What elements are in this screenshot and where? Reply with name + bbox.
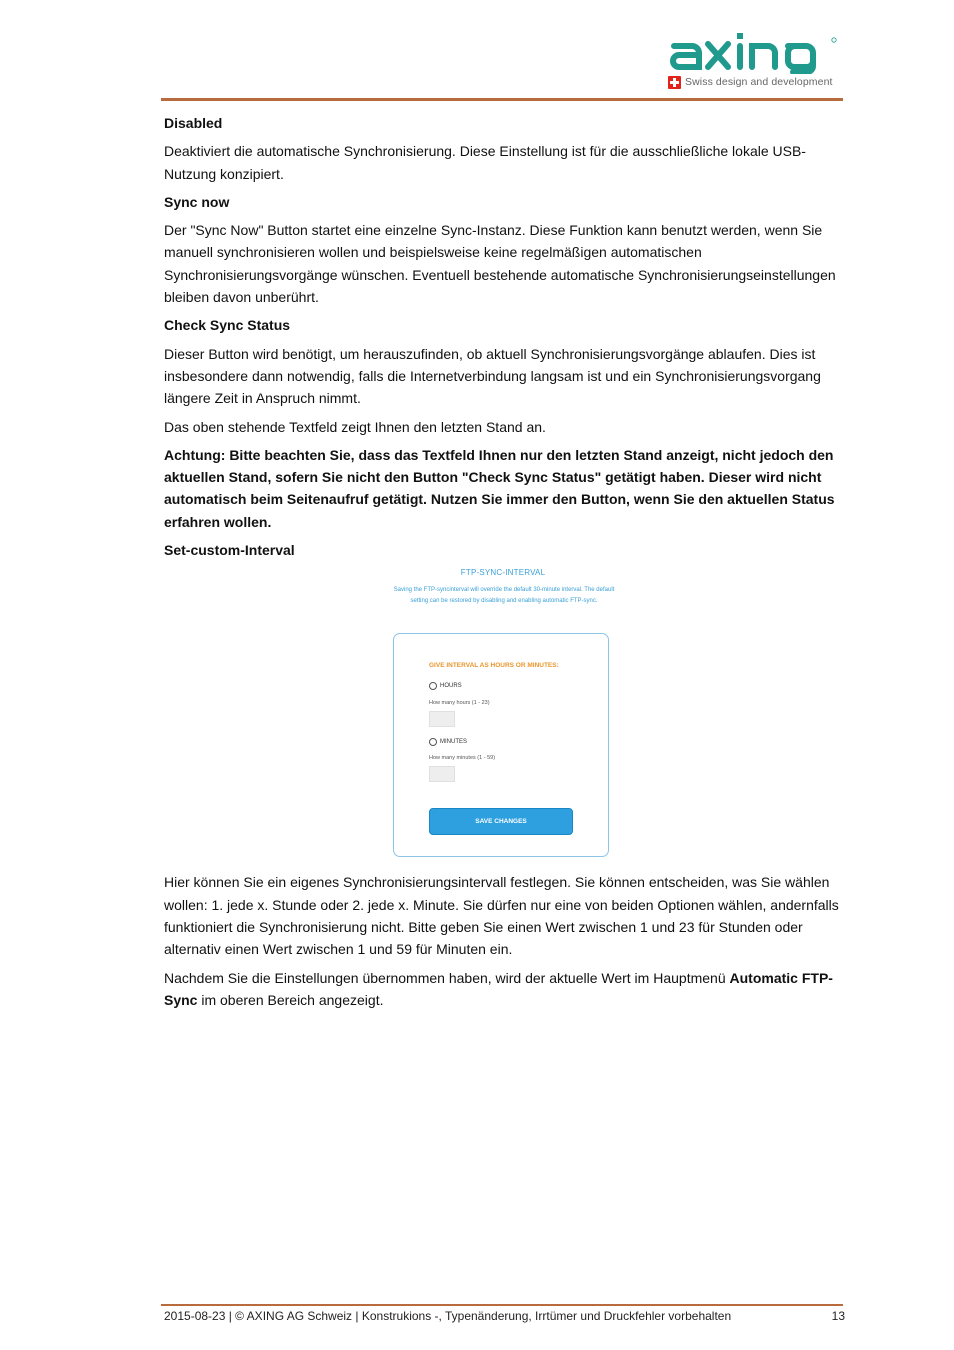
paragraph-custom-interval-1: Hier können Sie ein eigenes Synchronisierungsintervall festlegen. Sie können entscheiden, was Sie wählen wollen: 1. jede x. Stunde oder 2. jede x. Minute. Sie dürfen nur eine von beiden Optionen wählen, andernfalls funktioniert die Synchronisierung nicht. Bitte geben Sie einen Wert zwischen 1 und 23 für Stunden oder alternativ einen Wert zwischen 1 und 59 für Minuten ein. <box>164 874 839 958</box>
interval-form-panel <box>393 633 609 857</box>
header-rule <box>161 98 843 101</box>
page-footer <box>164 1309 845 1323</box>
screenshot-note: Saving the FTP-syncinterval will override the default 30-minute interval. The default setting can be restored by disabling and enabling automatic FTP-sync. <box>393 587 615 605</box>
minutes-hint: How many minutes (1 - 59) <box>429 755 496 762</box>
paragraph-check-sync-2: Das oben stehende Textfeld zeigt Ihnen den letzten Stand an. <box>164 418 546 435</box>
page-number: 13 <box>831 1309 845 1323</box>
swiss-flag-icon <box>668 76 681 89</box>
minutes-label: MINUTES <box>440 739 467 746</box>
minutes-radio[interactable] <box>429 738 437 746</box>
paragraph-check-sync-1: Dieser Button wird benötigt, um herauszufinden, ob aktuell Synchronisierungsvorgänge ablaufen. Dies ist insbesondere dann notwendig, falls die Internetverbindung langsam ist und ein Synchronisierungsvorgang längere Zeit in Anspruch nimmt. <box>164 345 821 407</box>
hours-option[interactable] <box>429 682 462 690</box>
paragraph-disabled: Deaktiviert die automatische Synchronisierung. Diese Einstellung ist für die ausschließliche lokale USB-Nutzung konzipiert. <box>164 143 806 182</box>
interval-form-heading: GIVE INTERVAL AS HOURS OR MINUTES: <box>429 662 559 670</box>
logo-tagline <box>668 74 833 90</box>
hours-label: HOURS <box>440 683 462 690</box>
axing-logo <box>668 30 844 90</box>
axing-wordmark-icon <box>668 30 844 74</box>
hours-radio[interactable] <box>429 682 437 690</box>
heading-sync-now: Sync now <box>164 193 230 210</box>
paragraph-custom-interval-2 <box>164 967 842 1012</box>
screenshot-title: FTP-SYNC-INTERVAL <box>460 568 546 578</box>
heading-check-sync-status: Check Sync Status <box>164 317 291 334</box>
heading-disabled: Disabled <box>164 115 223 131</box>
ftp-sync-interval-screenshot <box>164 567 842 867</box>
warning-paragraph: Achtung: Bitte beachten Sie, dass das Textfeld Ihnen nur den letzten Stand anzeigt, nicht jedoch den aktuellen Stand, sofern Sie nicht den Button "Check Sync Status" getätigt haben. Dieser wird nicht automatisch beim Seitenaufruf getätigt. Nutzen Sie immer den Button, wenn Sie den aktuellen Status erfahren wollen. <box>164 446 835 530</box>
minutes-option[interactable] <box>429 738 467 746</box>
hours-input[interactable] <box>429 711 455 727</box>
paragraph-sync-now: Der "Sync Now" Button startet eine einzelne Sync-Instanz. Diese Funktion kann benutzt werden, wenn Sie manuell synchronisieren wollen und beispielsweise keine regelmäßigen automatischen Synchronisierungsvorgänge wünschen. Eventuell bestehende automatische Synchronisierungseinstellungen bleiben davon unberührt. <box>164 222 836 306</box>
tagline-text: Swiss design and development <box>685 76 833 88</box>
custom-interval-text-pre: Nachdem Sie die Einstellungen übernommen haben, wird der aktuelle Wert im Hauptmenü <box>164 969 730 986</box>
save-changes-button[interactable]: SAVE CHANGES <box>429 808 573 835</box>
hours-hint: How many hours (1 - 23) <box>429 700 490 707</box>
document-body <box>164 112 842 1017</box>
footer-text: 2015-08-23 | © AXING AG Schweiz | Konstrukions -, Typenänderung, Irrtümer und Druckfehler vorbehalten <box>164 1309 732 1323</box>
automatic-ftp-sync-term: Automatic FTP-Sync <box>164 969 833 1008</box>
minutes-input[interactable] <box>429 766 455 782</box>
heading-set-custom-interval: Set-custom-Interval <box>164 542 295 559</box>
footer-rule <box>161 1304 843 1306</box>
custom-interval-text-post: im oberen Bereich angezeigt. <box>197 991 384 1008</box>
